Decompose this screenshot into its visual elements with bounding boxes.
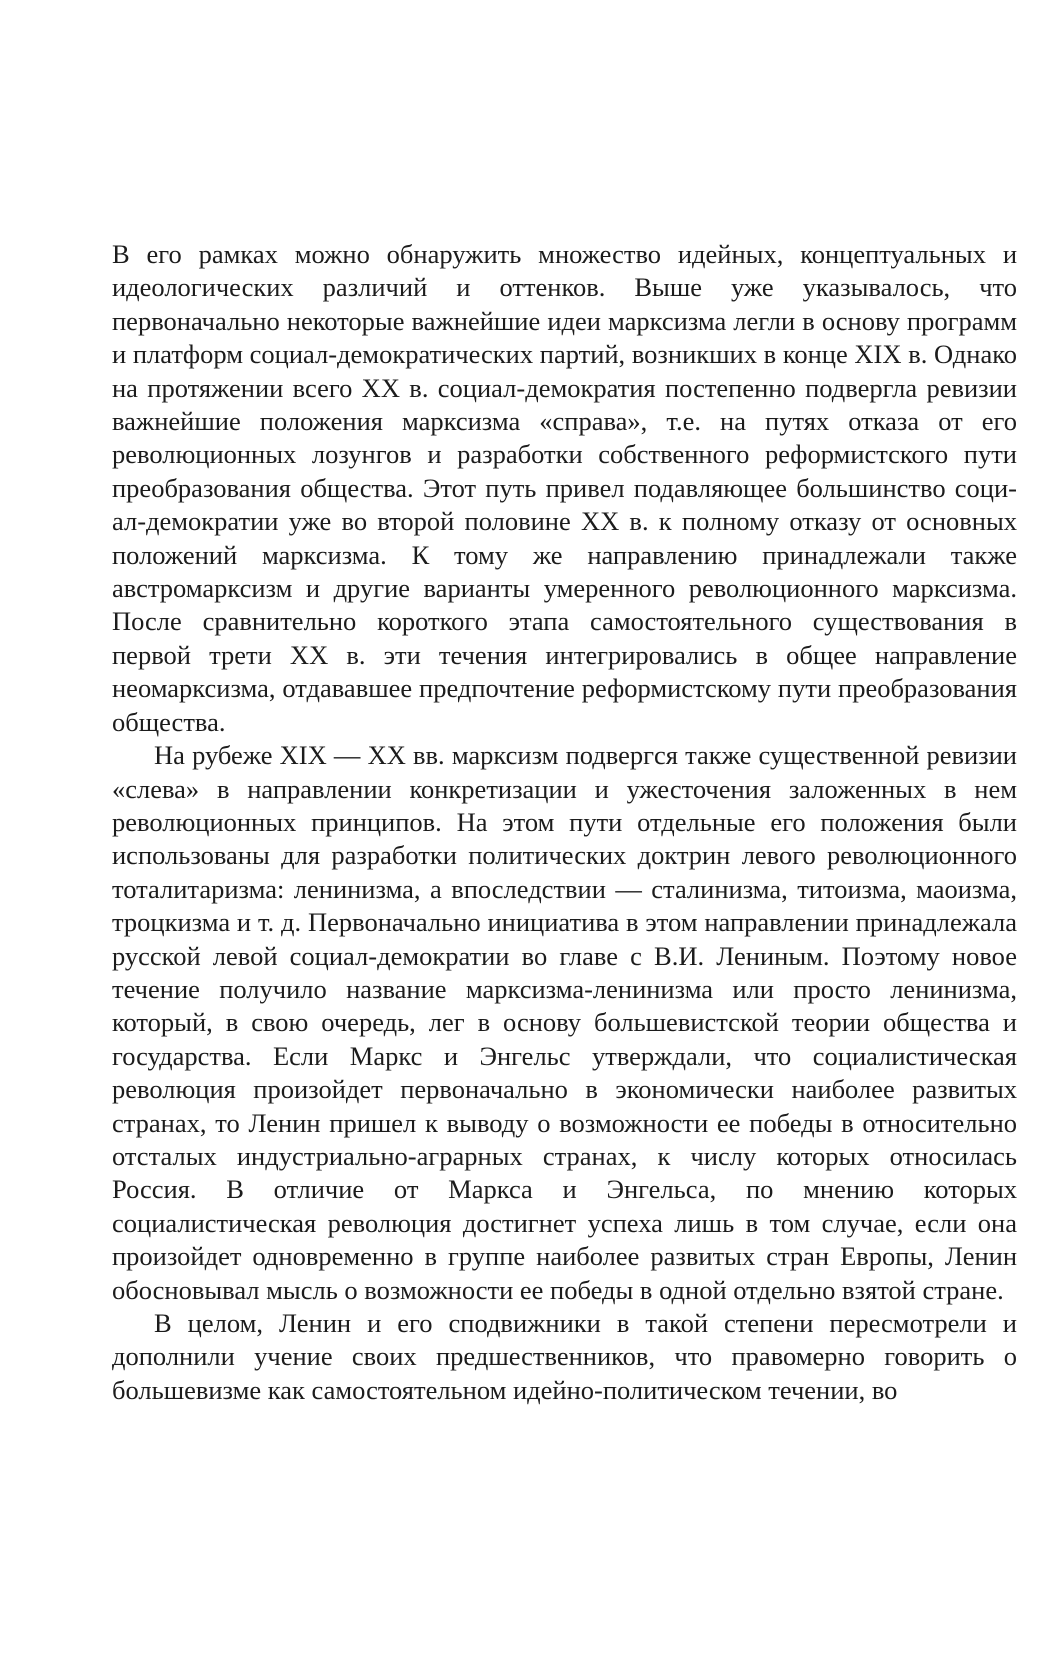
paragraph-3: В целом, Ленин и его сподвижники в такой степени пересмотрели и дополнили учение своих предшественников, что правомерно говорить о большевизме как самостоятельном идейно-политическом течении, во: [112, 1308, 1017, 1405]
document-body: [112, 238, 1017, 1407]
paragraph-2: На рубеже XIX — XX вв. марксизм подвергся также существенной ревизии «слева» в направлении конкретизации и ужесточения заложенных в нем революционных принципов. На этом пути отдельные его положения были использованы для разработки политических доктрин левого революционного тоталитаризма: ленинизма, а впоследствии — сталинизма, титоизма, маоизма, троцкизма и т. д. Первоначально инициатива в этом направлении принадлежала русской левой социал-демократии во главе с В.И. Лениным. Поэтому новое течение получило название марксизма-ленинизма или просто ленинизма, который, в свою очередь, лег в основу большевистской теории общества и государства. Если Маркс и Энгельс утверждали, что социалистическая революция произойдет первоначально в экономически наиболее развитых странах, то Ленин пришел к выводу о возможности ее победы в относительно отсталых индустриально-аграрных странах, к числу которых относилась Россия. В отличие от Маркса и Энгельса, по мнению которых социалистическая революция достигнет успеха лишь в том случае, если она произойдет одновременно в группе наиболее развитых стран Европы, Ленин обосновывал мысль о возможности ее победы в одной отдельно взятой стране.: [112, 740, 1017, 1305]
paragraph-1: В его рамках можно обнаружить множество идейных, концептуальных и идеологических различий и оттенков. Выше уже указывалось, что первоначально некоторые важнейшие идеи марксизма легли в основу программ и платформ социал-демократических партий, возникших в конце XIX в. Однако на протяжении всего XX в. социал-демократия постепенно подвергла ревизии важнейшие положения марксизма «справа», т.е. на путях отказа от его революционных лозунгов и разработки собственного реформистского пути преобразования общества. Этот путь привел подавляющее большинство социал-демократии уже во второй половине XX в. к полному отказу от основных положений марксизма. К тому же направлению принадлежали также австромарксизм и другие варианты умеренного революционного марксизма. После сравнительно короткого этапа самостоятельного существования в первой трети XX в. эти течения интегрировались в общее направление неомарксизма, отдававшее предпочтение реформистскому пути преобразования общества.: [112, 239, 1017, 737]
